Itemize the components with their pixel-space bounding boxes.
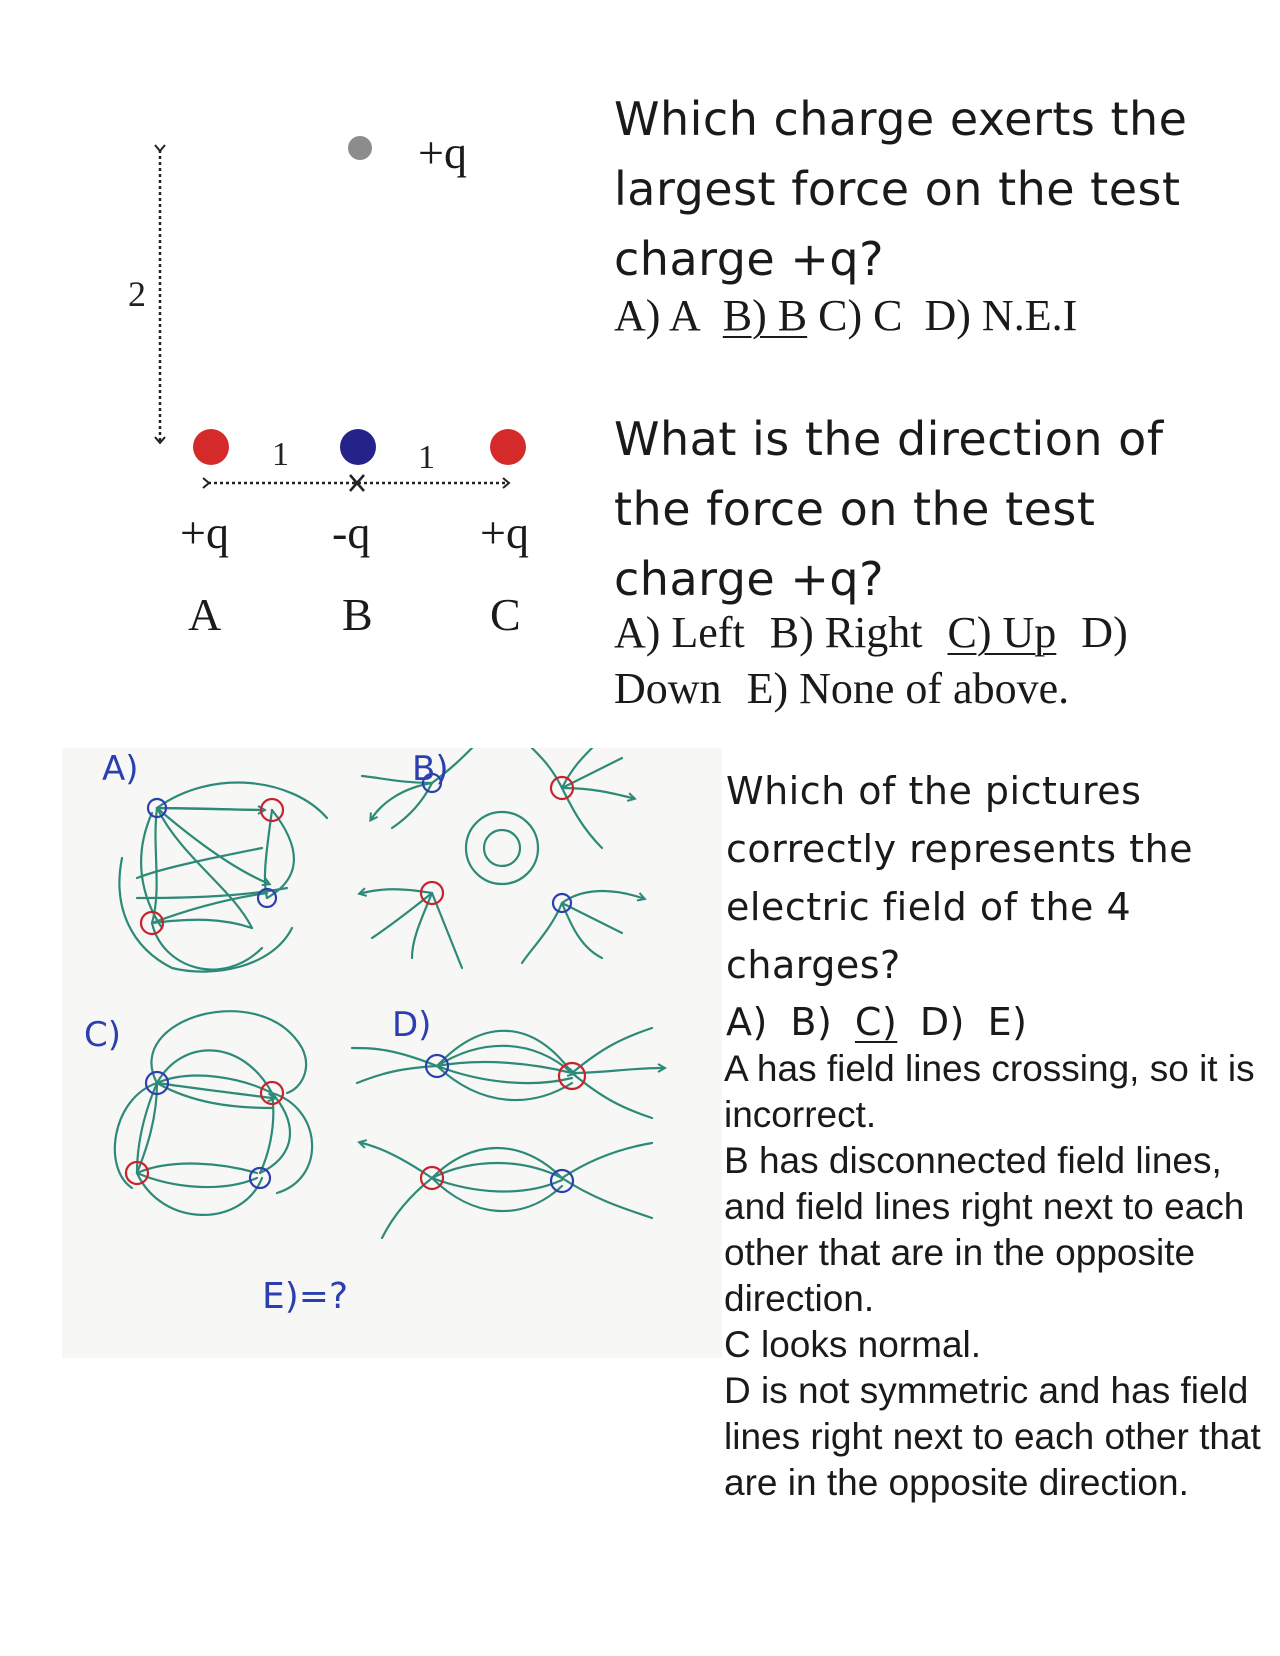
sketch-label-b: B) bbox=[412, 749, 449, 789]
q1-option-d: D) N.E.I bbox=[924, 291, 1078, 340]
q3-option-b: B) bbox=[790, 1000, 833, 1044]
charge-diagram bbox=[0, 0, 600, 680]
question-1-options bbox=[614, 290, 1077, 341]
q1-option-b-correct: B) B bbox=[722, 291, 808, 340]
q1-option-c: C) C bbox=[818, 291, 903, 340]
q3-option-a: A) bbox=[726, 1000, 768, 1044]
test-charge bbox=[348, 136, 372, 160]
question-3-text: Which of the pictures correctly represents the electric field of the 4 charges? bbox=[726, 769, 1194, 987]
sketch-label-c: C) bbox=[84, 1015, 122, 1055]
explanation-a: A has field lines crossing, so it is incorrect. bbox=[724, 1048, 1255, 1135]
question-2-text: What is the direction of the force on the test charge +q? bbox=[614, 412, 1164, 606]
vertical-distance-label: 2 bbox=[128, 274, 146, 314]
charge-a-name: A bbox=[188, 589, 222, 640]
charge-c-name: C bbox=[490, 589, 521, 640]
q2-option-a: A) Left bbox=[614, 608, 745, 657]
charge-b bbox=[340, 429, 376, 465]
charge-c bbox=[490, 429, 526, 465]
charge-b-name: B bbox=[342, 589, 373, 640]
explanation-b: B has disconnected field lines, and field lines right next to each other that are in the opposite direction. bbox=[724, 1140, 1245, 1319]
q2-option-b: B) Right bbox=[769, 608, 923, 657]
explanation-c: C looks normal. bbox=[724, 1324, 982, 1365]
sketch-label-d: D) bbox=[392, 1005, 432, 1045]
sketch-label-e: E)=? bbox=[262, 1276, 349, 1317]
sketch-label-a: A) bbox=[102, 749, 139, 789]
question-1-text: Which charge exerts the largest force on the test charge +q? bbox=[614, 92, 1188, 286]
q3-option-c-correct: C) bbox=[854, 1000, 898, 1044]
q2-option-d: D) Down bbox=[614, 608, 1128, 713]
question-3-options bbox=[726, 1000, 1037, 1044]
field-line-sketches bbox=[62, 748, 722, 1358]
spacing-bc-label: 1 bbox=[418, 439, 435, 476]
charge-a bbox=[193, 429, 229, 465]
q1-option-a: A) A bbox=[614, 291, 701, 340]
test-charge-label: +q bbox=[418, 127, 467, 178]
spacing-ab-label: 1 bbox=[272, 436, 289, 473]
q3-option-d: D) bbox=[919, 1000, 965, 1044]
question-2-options bbox=[614, 605, 1254, 717]
q2-option-c-correct: C) Up bbox=[947, 608, 1057, 657]
charge-c-sign: +q bbox=[480, 507, 529, 558]
charge-a-sign: +q bbox=[180, 507, 229, 558]
question-3-explanation bbox=[724, 1046, 1264, 1506]
charge-b-sign: -q bbox=[332, 507, 371, 558]
q2-option-e: E) None of above. bbox=[746, 664, 1070, 713]
explanation-d: D is not symmetric and has field lines right next to each other that are in the opposite direction. bbox=[724, 1370, 1261, 1503]
q3-option-e: E) bbox=[987, 1000, 1028, 1044]
